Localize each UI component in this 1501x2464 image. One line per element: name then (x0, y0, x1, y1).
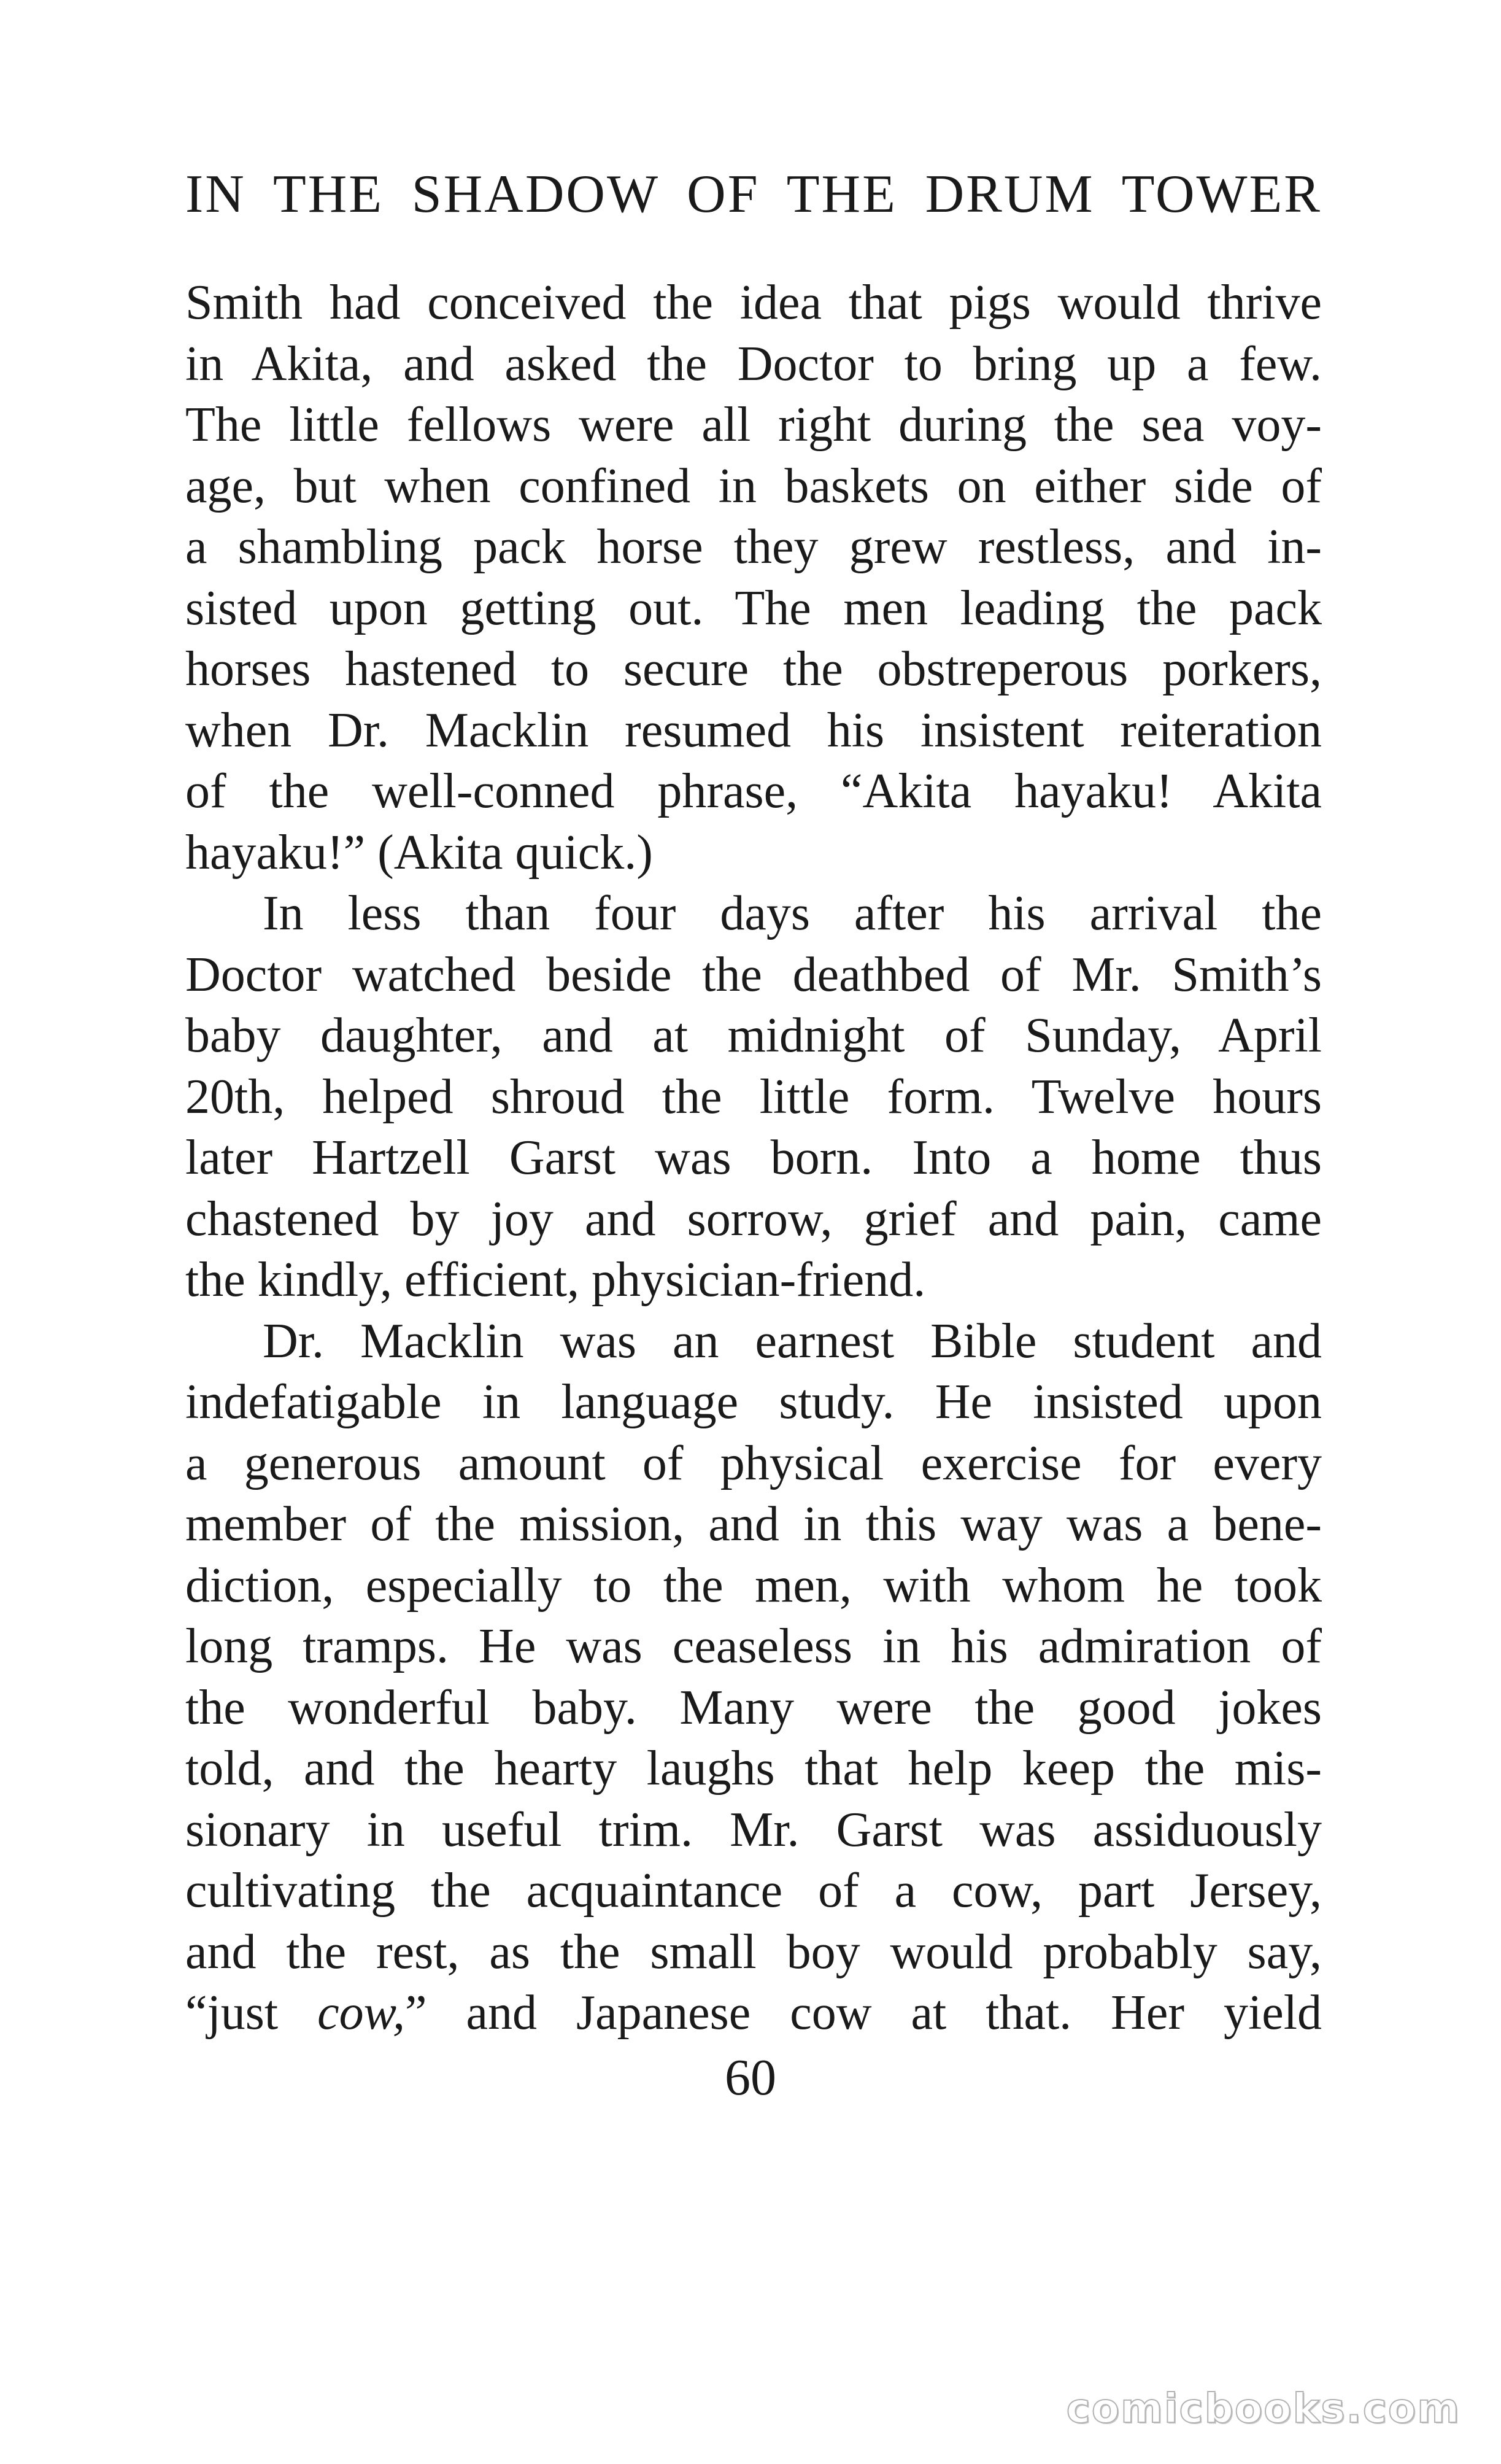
page-number: 60 (725, 2049, 776, 2106)
paragraph-first-line: Dr. Macklin was an earnest Bible student and (263, 1314, 1322, 1368)
text-line: a shambling pack horse they grew restless, and in- (185, 520, 1322, 574)
text-line: the wonderful baby. Many were the good jokes (185, 1680, 1322, 1735)
text-line-final (185, 1983, 1322, 2044)
text-line: Doctor watched beside the deathbed of Mr. Smith’s (185, 947, 1322, 1002)
italic-word: cow, (317, 1986, 406, 2040)
text-line: chastened by joy and sorrow, grief and pain, came (185, 1191, 1322, 1246)
paragraph-end-line: the kindly, efficient, physician-friend. (185, 1253, 926, 1307)
text-line: later Hartzell Garst was born. Into a home thus (185, 1131, 1322, 1185)
text-line: baby daughter, and at midnight of Sunday, April (185, 1009, 1322, 1063)
text-line: long tramps. He was ceaseless in his admiration of (185, 1619, 1322, 1673)
watermark: comicbooks.com (1066, 2385, 1460, 2432)
text-line: age, but when confined in baskets on either side of (185, 459, 1322, 513)
text-line: member of the mission, and in this way was a bene- (185, 1497, 1322, 1551)
running-head: IN THE SHADOW OF THE DRUM TOWER (185, 165, 1322, 224)
body-text (185, 273, 1322, 2044)
text-line: The little fellows were all right during the sea voy- (185, 398, 1322, 452)
text-line: in Akita, and asked the Doctor to bring up a few. (185, 336, 1322, 391)
text-line: 20th, helped shroud the little form. Twelve hours (185, 1069, 1322, 1124)
text-line: when Dr. Macklin resumed his insistent reiteration (185, 703, 1322, 757)
text-line: horses hastened to secure the obstreperous porkers, (185, 642, 1322, 696)
text-fragment: “just (185, 1986, 318, 2040)
text-line: told, and the hearty laughs that help keep the mis- (185, 1741, 1322, 1796)
text-line: indefatigable in language study. He insisted upon (185, 1375, 1322, 1429)
text-line: diction, especially to the men, with whom he took (185, 1558, 1322, 1613)
text-line: cultivating the acquaintance of a cow, part Jersey, (185, 1864, 1322, 1918)
paragraph-end-line: hayaku!” (Akita quick.) (185, 825, 653, 880)
text-line: and the rest, as the small boy would probably say, (185, 1924, 1322, 1979)
text-fragment: ” and Japanese cow at that. Her yield (405, 1986, 1322, 2040)
text-line: of the well-conned phrase, “Akita hayaku! Akita (185, 764, 1322, 818)
paragraph-first-line: In less than four days after his arrival the (263, 886, 1322, 940)
text-line: a generous amount of physical exercise for every (185, 1436, 1322, 1490)
text-line: sionary in useful trim. Mr. Garst was assiduously (185, 1802, 1322, 1857)
text-line: Smith had conceived the idea that pigs would thrive (185, 276, 1322, 330)
text-line: sisted upon getting out. The men leading the pack (185, 581, 1322, 635)
